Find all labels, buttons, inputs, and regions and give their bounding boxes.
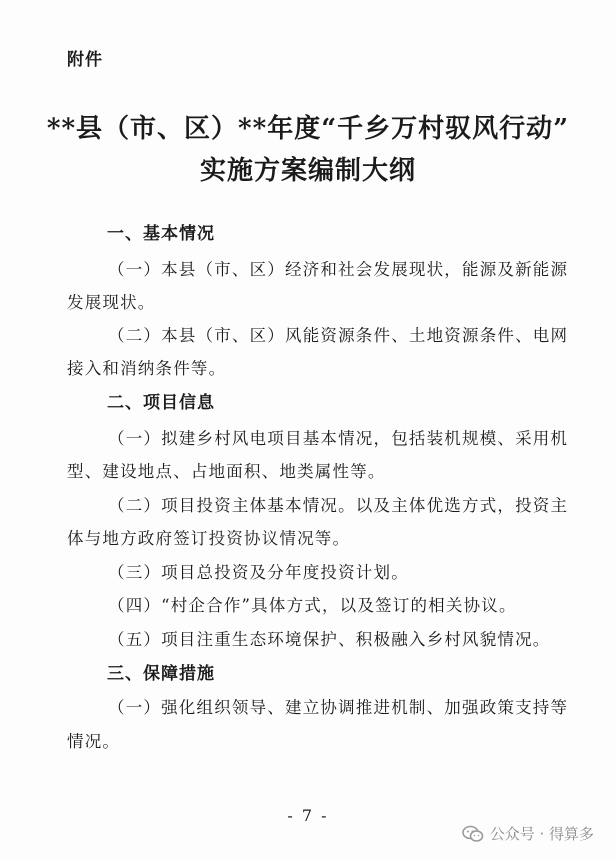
document-title-line-1: **县（市、区）**年度“千乡万村驭风行动” — [46, 114, 570, 144]
section-heading-project-info: 二、项目信息 — [107, 393, 215, 413]
wechat-watermark — [462, 823, 594, 844]
section-2-item-2-line-2: 体与地方政府签订投资协议情况等。 — [67, 529, 351, 548]
section-1-item-2-line-2: 接入和消纳条件等。 — [67, 359, 227, 378]
page-number: - 7 - — [287, 806, 329, 825]
section-2-item-4: （四）“村企合作”具体方式，以及签订的相关协议。 — [108, 596, 517, 615]
section-1-item-2-line-1: （二）本县（市、区）风能资源条件、土地资源条件、电网 — [108, 326, 569, 345]
section-2-item-1-line-1: （一）拟建乡村风电项目基本情况，包括装机规模、采用机 — [108, 429, 569, 448]
section-heading-basic-info: 一、基本情况 — [107, 224, 215, 244]
section-3-item-1-line-1: （一）强化组织领导、建立协调推进机制、加强政策支持等 — [108, 698, 569, 717]
attachment-label: 附件 — [67, 50, 103, 70]
section-1-item-1-line-1: （一）本县（市、区）经济和社会发展现状，能源及新能源 — [108, 260, 569, 279]
section-1-item-1-line-2: 发展现状。 — [67, 293, 156, 312]
section-3-item-1-line-2: 情况。 — [67, 732, 121, 751]
section-2-item-2-line-1: （二）项目投资主体基本情况。以及主体优选方式，投资主 — [108, 496, 569, 515]
section-heading-safeguards: 三、保障措施 — [107, 664, 215, 684]
section-2-item-1-line-2: 型、建设地点、占地面积、地类属性等。 — [67, 462, 386, 481]
watermark-text: 公众号 · 得算多 — [489, 825, 594, 843]
document-title-line-2: 实施方案编制大纲 — [199, 156, 416, 186]
section-2-item-3: （三）项目总投资及分年度投资计划。 — [108, 563, 409, 582]
wechat-icon — [462, 825, 484, 843]
section-2-item-5: （五）项目注重生态环境保护、积极融入乡村风貌情况。 — [108, 630, 551, 649]
